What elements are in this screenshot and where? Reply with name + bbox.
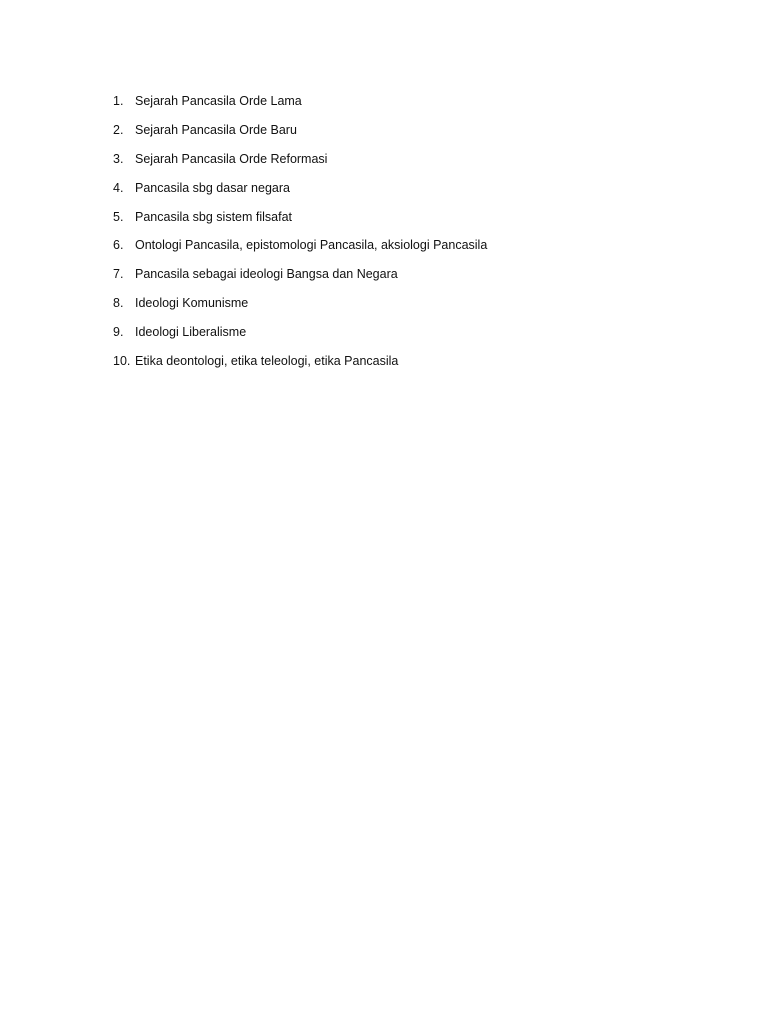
list-item-number: 9. bbox=[113, 325, 124, 340]
list-item bbox=[113, 208, 487, 237]
list-item-text: Etika deontologi, etika teleologi, etika Pancasila bbox=[135, 354, 399, 369]
list-item-number: 8. bbox=[113, 296, 124, 311]
list-item bbox=[113, 294, 487, 323]
list-item bbox=[113, 352, 487, 381]
list-item bbox=[113, 236, 487, 265]
list-item bbox=[113, 92, 487, 121]
list-item-number: 4. bbox=[113, 180, 124, 195]
list-item-text: Sejarah Pancasila Orde Baru bbox=[135, 122, 297, 137]
list-item-text: Sejarah Pancasila Orde Lama bbox=[135, 94, 302, 108]
list-item bbox=[113, 150, 487, 179]
list-item-text: Ideologi Komunisme bbox=[135, 296, 249, 311]
list-item-text: Ontologi Pancasila, epistomologi Pancasila, aksiologi Pancasila bbox=[135, 238, 488, 253]
list-item-number: 3. bbox=[113, 151, 124, 166]
list-item bbox=[113, 265, 487, 294]
list-item-text: Ideologi Liberalisme bbox=[135, 325, 247, 340]
numbered-list bbox=[113, 92, 487, 381]
list-item bbox=[113, 179, 487, 208]
list-item-text: Pancasila sebagai ideologi Bangsa dan Negara bbox=[135, 267, 398, 282]
list-item-text: Pancasila sbg sistem filsafat bbox=[135, 209, 293, 224]
list-item-number: 5. bbox=[113, 209, 124, 224]
list-item-number: 1. bbox=[113, 94, 124, 108]
list-item-text: Pancasila sbg dasar negara bbox=[135, 180, 290, 195]
list-item bbox=[113, 121, 487, 150]
list-item-number: 10. bbox=[113, 354, 131, 369]
list-item-text: Sejarah Pancasila Orde Reformasi bbox=[135, 151, 328, 166]
list-item-number: 7. bbox=[113, 267, 124, 282]
list-item-number: 6. bbox=[113, 238, 124, 253]
list-item-number: 2. bbox=[113, 122, 124, 137]
list-item bbox=[113, 323, 487, 352]
